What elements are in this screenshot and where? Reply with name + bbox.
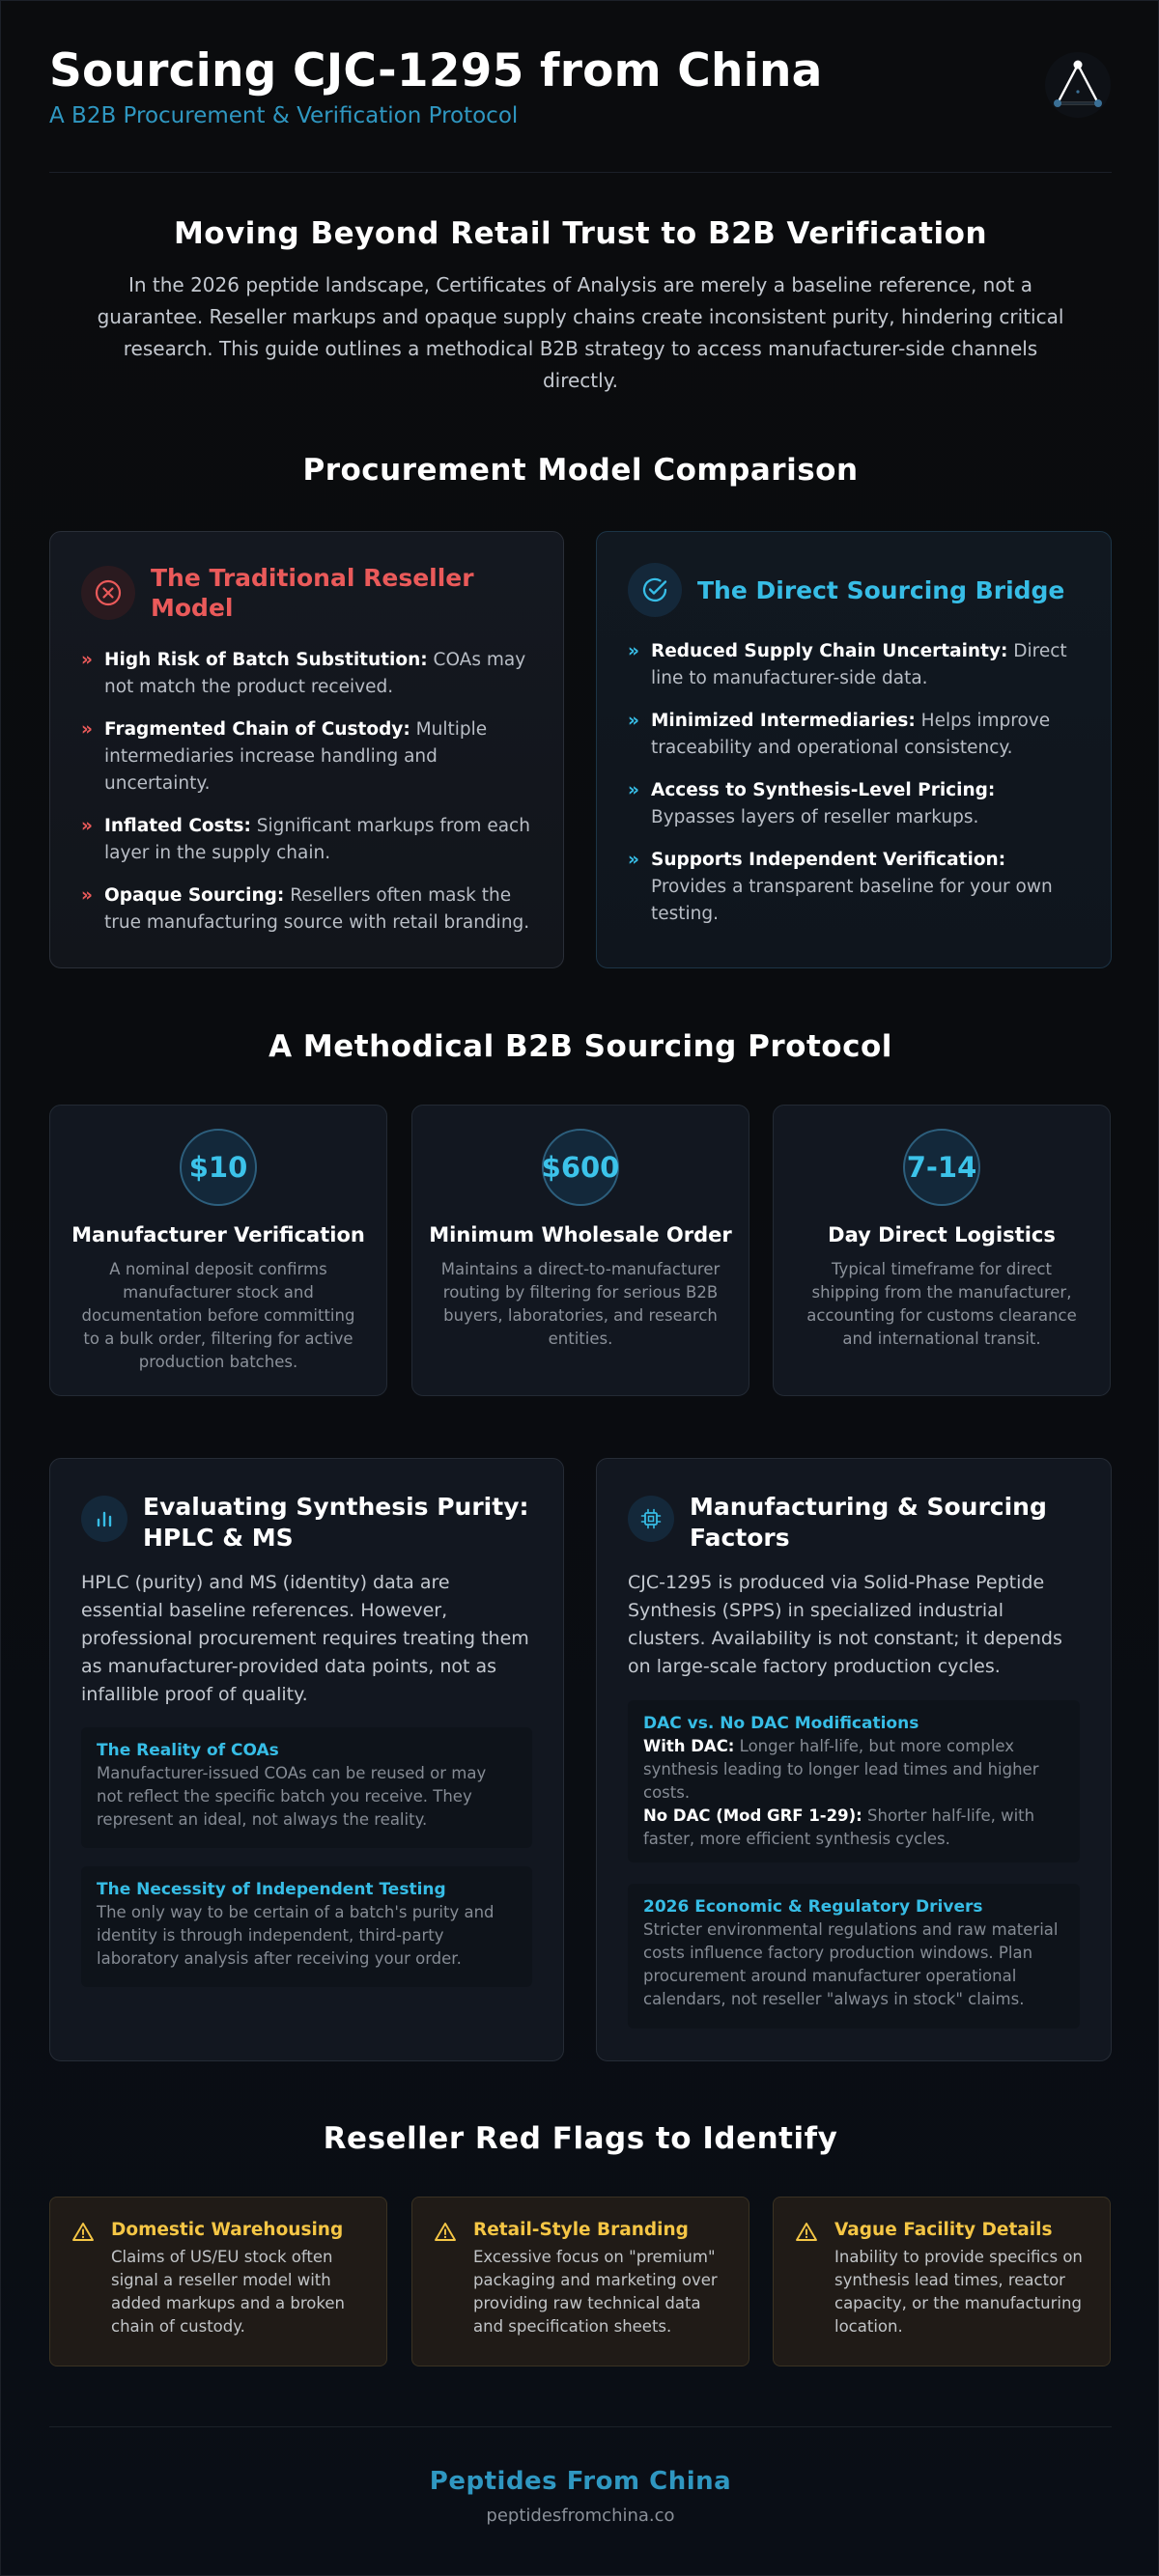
purity-card — [49, 1458, 564, 2061]
triangle-network-logo — [1044, 51, 1112, 119]
list-item: » Minimized Intermediaries: Helps improve traceability and operational consistency. — [628, 708, 1084, 762]
list-item: » Fragmented Chain of Custody: Multiple intermediaries increase handling and uncertainty. — [81, 716, 536, 798]
comparison-title: Procurement Model Comparison — [302, 453, 859, 488]
page-title: Sourcing CJC-1295 from China — [49, 44, 823, 98]
red-flag-card — [411, 2197, 749, 2366]
header — [49, 43, 1112, 140]
manufacturing-card — [596, 1458, 1112, 2061]
protocol-step — [49, 1105, 387, 1396]
step-title: Minimum Wholesale Order — [429, 1223, 732, 1246]
x-circle-icon — [81, 566, 135, 620]
chevron-right-icon: » — [628, 711, 639, 731]
flag-text: Claims of US/EU stock often signal a reseller model with added markups and a broken chain of custody. — [111, 2248, 345, 2336]
divider — [49, 172, 1112, 173]
drivers-box: 2026 Economic & Regulatory Drivers Stricter environmental regulations and raw material costs influence factory production windows. Plan procurement around manufacturer operational calendars, not reseller "always in stock" claims. — [628, 1884, 1080, 2029]
divider — [49, 2426, 1112, 2427]
manufacturing-title: Manufacturing & Sourcing Factors — [690, 1493, 1047, 1552]
step-title: Day Direct Logistics — [828, 1223, 1056, 1246]
flag-text: Inability to provide specifics on synthesis lead times, reactor capacity, or the manufacturing location. — [834, 2248, 1083, 2336]
chevron-right-icon: » — [81, 719, 93, 740]
footer-brand[interactable]: Peptides From China — [429, 2467, 732, 2496]
manufacturing-text: CJC-1295 is produced via Solid-Phase Peptide Synthesis (SPPS) in specialized industrial clusters. Availability is not constant; it depends on large-scale factory production cycles. — [628, 1572, 1062, 1677]
direct-list — [628, 638, 1084, 943]
purity-title: Evaluating Synthesis Purity: HPLC & MS — [143, 1493, 529, 1552]
independent-testing-box: The Necessity of Independent Testing The only way to be certain of a batch's purity and identity is through independent, third-party laboratory analysis after receiving your order. — [81, 1866, 532, 1987]
list-item: » High Risk of Batch Substitution: COAs may not match the product received. — [81, 647, 536, 701]
list-item: » Inflated Costs: Significant markups from each layer in the supply chain. — [81, 813, 536, 867]
warning-icon — [71, 2221, 95, 2244]
reseller-title: The Traditional Reseller Model — [151, 564, 474, 622]
step-text: Maintains a direct-to-manufacturer routing by filtering for serious B2B buyers, laboratories, and research entities. — [440, 1260, 721, 1348]
check-circle-icon — [628, 563, 682, 617]
footer-url[interactable]: peptidesfromchina.co — [486, 2506, 675, 2526]
dac-box: DAC vs. No DAC Modifications With DAC: Longer half-life, but more complex synthesis leading to longer lead times and higher costs. No DAC (Mod GRF 1-29): Shorter half-life, with faster, more efficient synthesis cycles. — [628, 1700, 1080, 1862]
bar-chart-icon — [81, 1496, 127, 1542]
chip-icon — [628, 1496, 674, 1542]
warning-icon — [434, 2221, 457, 2244]
warning-icon — [795, 2221, 818, 2244]
direct-sourcing-card — [596, 531, 1112, 968]
protocol-step — [773, 1105, 1111, 1396]
intro-title: Moving Beyond Retail Trust to B2B Verification — [173, 216, 988, 251]
chevron-right-icon: » — [81, 816, 93, 836]
reseller-list — [81, 647, 536, 952]
protocol-step — [411, 1105, 749, 1396]
protocol-title: A Methodical B2B Sourcing Protocol — [269, 1029, 892, 1064]
step-text: Typical timeframe for direct shipping from the manufacturer, accounting for customs clearance and international transit. — [806, 1260, 1077, 1348]
chevron-right-icon: » — [628, 850, 639, 870]
chevron-right-icon: » — [628, 780, 639, 800]
flag-title: Vague Facility Details — [834, 2220, 1053, 2240]
list-item: » Access to Synthesis-Level Pricing: Bypasses layers of reseller markups. — [628, 777, 1084, 831]
flag-text: Excessive focus on "premium" packaging and marketing over providing raw technical data and specification sheets. — [473, 2248, 718, 2336]
list-item: » Reduced Supply Chain Uncertainty: Direct line to manufacturer-side data. — [628, 638, 1084, 692]
step-value: $10 — [180, 1129, 257, 1206]
flag-title: Retail-Style Branding — [473, 2220, 689, 2240]
chevron-right-icon: » — [81, 650, 93, 670]
red-flag-card — [49, 2197, 387, 2366]
list-item: » Opaque Sourcing: Resellers often mask the true manufacturing source with retail branding. — [81, 882, 536, 937]
page-subtitle: A B2B Procurement & Verification Protocol — [49, 103, 519, 128]
coa-reality-box: The Reality of COAs Manufacturer-issued COAs can be reused or may not reflect the specific batch you receive. They represent an ideal, not always the reality. — [81, 1727, 532, 1848]
intro-text: In the 2026 peptide landscape, Certificates of Analysis are merely a baseline reference, not a guarantee. Reseller markups and opaque supply chains create inconsistent purity, hindering critical research. This guide outlines a methodical B2B strategy to access manufacturer-side channels directly. — [97, 273, 1064, 392]
list-item: » Supports Independent Verification: Provides a transparent baseline for your own testing. — [628, 847, 1084, 928]
chevron-right-icon: » — [81, 885, 93, 906]
direct-title: The Direct Sourcing Bridge — [697, 575, 1065, 604]
step-title: Manufacturer Verification — [71, 1223, 365, 1246]
purity-text: HPLC (purity) and MS (identity) data are essential baseline references. However, professional procurement requires treating them as manufacturer-provided data points, not as infallible proof of quality. — [81, 1572, 529, 1705]
chevron-right-icon: » — [628, 641, 639, 661]
step-value: 7-14 — [903, 1129, 980, 1206]
flag-title: Domestic Warehousing — [111, 2220, 344, 2240]
red-flag-card — [773, 2197, 1111, 2366]
reseller-model-card — [49, 531, 564, 968]
step-text: A nominal deposit confirms manufacturer stock and documentation before committing to a bulk order, filtering for active production batches. — [81, 1260, 355, 1371]
red-flags-title: Reseller Red Flags to Identify — [323, 2121, 838, 2156]
step-value: $600 — [542, 1129, 619, 1206]
